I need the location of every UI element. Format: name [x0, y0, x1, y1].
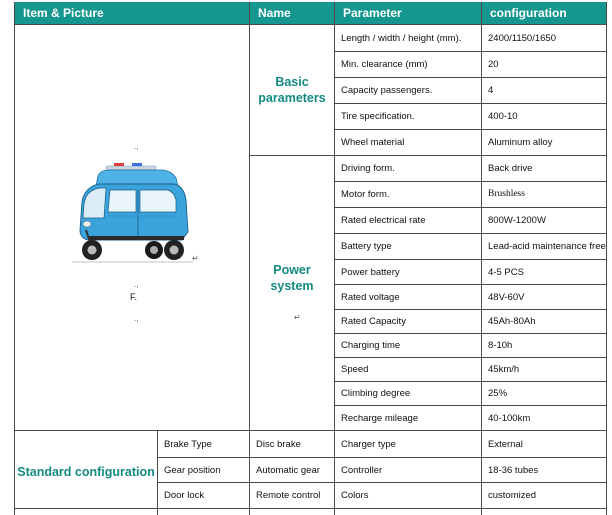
return-mark-icon: ↵	[294, 313, 301, 322]
power-param-value: 48V-60V	[488, 291, 525, 303]
basic-param-value: 4	[488, 85, 494, 96]
standard-item: Door lock	[164, 490, 205, 501]
section-power-system: Power system	[270, 263, 314, 293]
power-param-label: Rated voltage	[341, 291, 400, 303]
table-border	[249, 155, 607, 156]
power-param-label: Motor form.	[341, 189, 390, 200]
table-border	[157, 482, 607, 483]
return-mark-icon: ↵	[192, 254, 199, 263]
power-param-value: 25%	[488, 388, 508, 399]
table-border	[334, 51, 607, 52]
header-parameter: Parameter	[335, 2, 481, 24]
power-param-value: 800W-1200W	[488, 215, 546, 226]
table-border	[334, 381, 607, 382]
power-param-value: Brushless	[488, 189, 525, 199]
table-border	[14, 508, 607, 509]
basic-param-value: 20	[488, 59, 499, 70]
standard-param-value: customized	[488, 490, 537, 501]
table-border	[334, 103, 607, 104]
table-border	[334, 207, 607, 208]
power-param-value: 45km/h	[488, 364, 520, 375]
standard-name: Remote control	[256, 490, 321, 501]
basic-param-label: Capacity passengers.	[341, 85, 433, 96]
table-border	[334, 77, 607, 78]
power-param-label: Power battery	[341, 266, 400, 278]
power-param-value: Back drive	[488, 163, 533, 174]
power-param-label: Battery type	[341, 241, 392, 252]
standard-param-label: Controller	[341, 464, 383, 476]
table-border	[334, 259, 607, 260]
table-border	[334, 309, 607, 310]
table-border	[14, 2, 15, 515]
header-configuration: configuration	[482, 2, 606, 24]
standard-param-value: 18-36 tubes	[488, 464, 539, 476]
section-basic-parameters: Basic parameters	[258, 75, 326, 105]
basic-param-value: 400-10	[488, 111, 518, 122]
basic-param-value: 2400/1150/1650	[488, 32, 556, 44]
picture-caption: F.	[130, 291, 138, 302]
electric-tricycle-icon	[70, 160, 195, 264]
table-border	[334, 357, 607, 358]
basic-param-label: Min. clearance (mm)	[341, 59, 428, 70]
power-param-label: Rated electrical rate	[341, 215, 426, 226]
power-param-value: 40-100km	[488, 412, 531, 424]
table-border	[334, 181, 607, 182]
power-param-label: Driving form.	[341, 163, 395, 174]
table-border	[14, 24, 607, 25]
picture-mark-top: .,	[134, 142, 139, 151]
section-standard-configuration: Standard configuration	[17, 465, 155, 479]
standard-param-label: Colors	[341, 490, 369, 501]
table-border	[334, 284, 607, 285]
vehicle-picture	[70, 160, 195, 264]
power-param-label: Recharge mileage	[341, 412, 419, 424]
standard-name: Disc brake	[256, 438, 301, 450]
power-param-label: Speed	[341, 364, 369, 375]
table-border	[334, 333, 607, 334]
power-param-value: Lead-acid maintenance free	[488, 240, 606, 252]
table-border	[334, 129, 607, 130]
table-border	[334, 233, 607, 234]
picture-mark-bottom: .,	[134, 314, 139, 323]
power-param-value: 4-5 PCS	[488, 266, 524, 278]
standard-item: Gear position	[164, 464, 221, 476]
power-param-label: Rated Capacity	[341, 316, 406, 327]
basic-param-label: Wheel material	[341, 137, 405, 148]
header-item-picture: Item & Picture	[15, 2, 249, 24]
basic-param-label: Tire specification.	[341, 111, 415, 122]
table-border	[14, 430, 607, 431]
power-param-label: Climbing degree	[341, 388, 411, 399]
standard-item: Brake Type	[164, 438, 212, 450]
standard-name: Automatic gear	[256, 464, 320, 476]
header-name: Name	[250, 2, 334, 24]
table-border	[157, 457, 607, 458]
power-param-label: Charging time	[341, 340, 401, 351]
table-border	[157, 431, 158, 515]
table-border	[334, 405, 607, 406]
standard-param-label: Charger type	[341, 438, 396, 450]
basic-param-label: Length / width / height (mm).	[341, 32, 462, 44]
table-border	[249, 2, 250, 515]
basic-param-value: Aluminum alloy	[488, 137, 553, 148]
standard-param-value: External	[488, 438, 523, 450]
power-param-value: 8-10h	[488, 340, 513, 351]
power-param-value: 45Ah-80Ah	[488, 316, 536, 327]
picture-mark-mid: .,	[134, 280, 139, 289]
